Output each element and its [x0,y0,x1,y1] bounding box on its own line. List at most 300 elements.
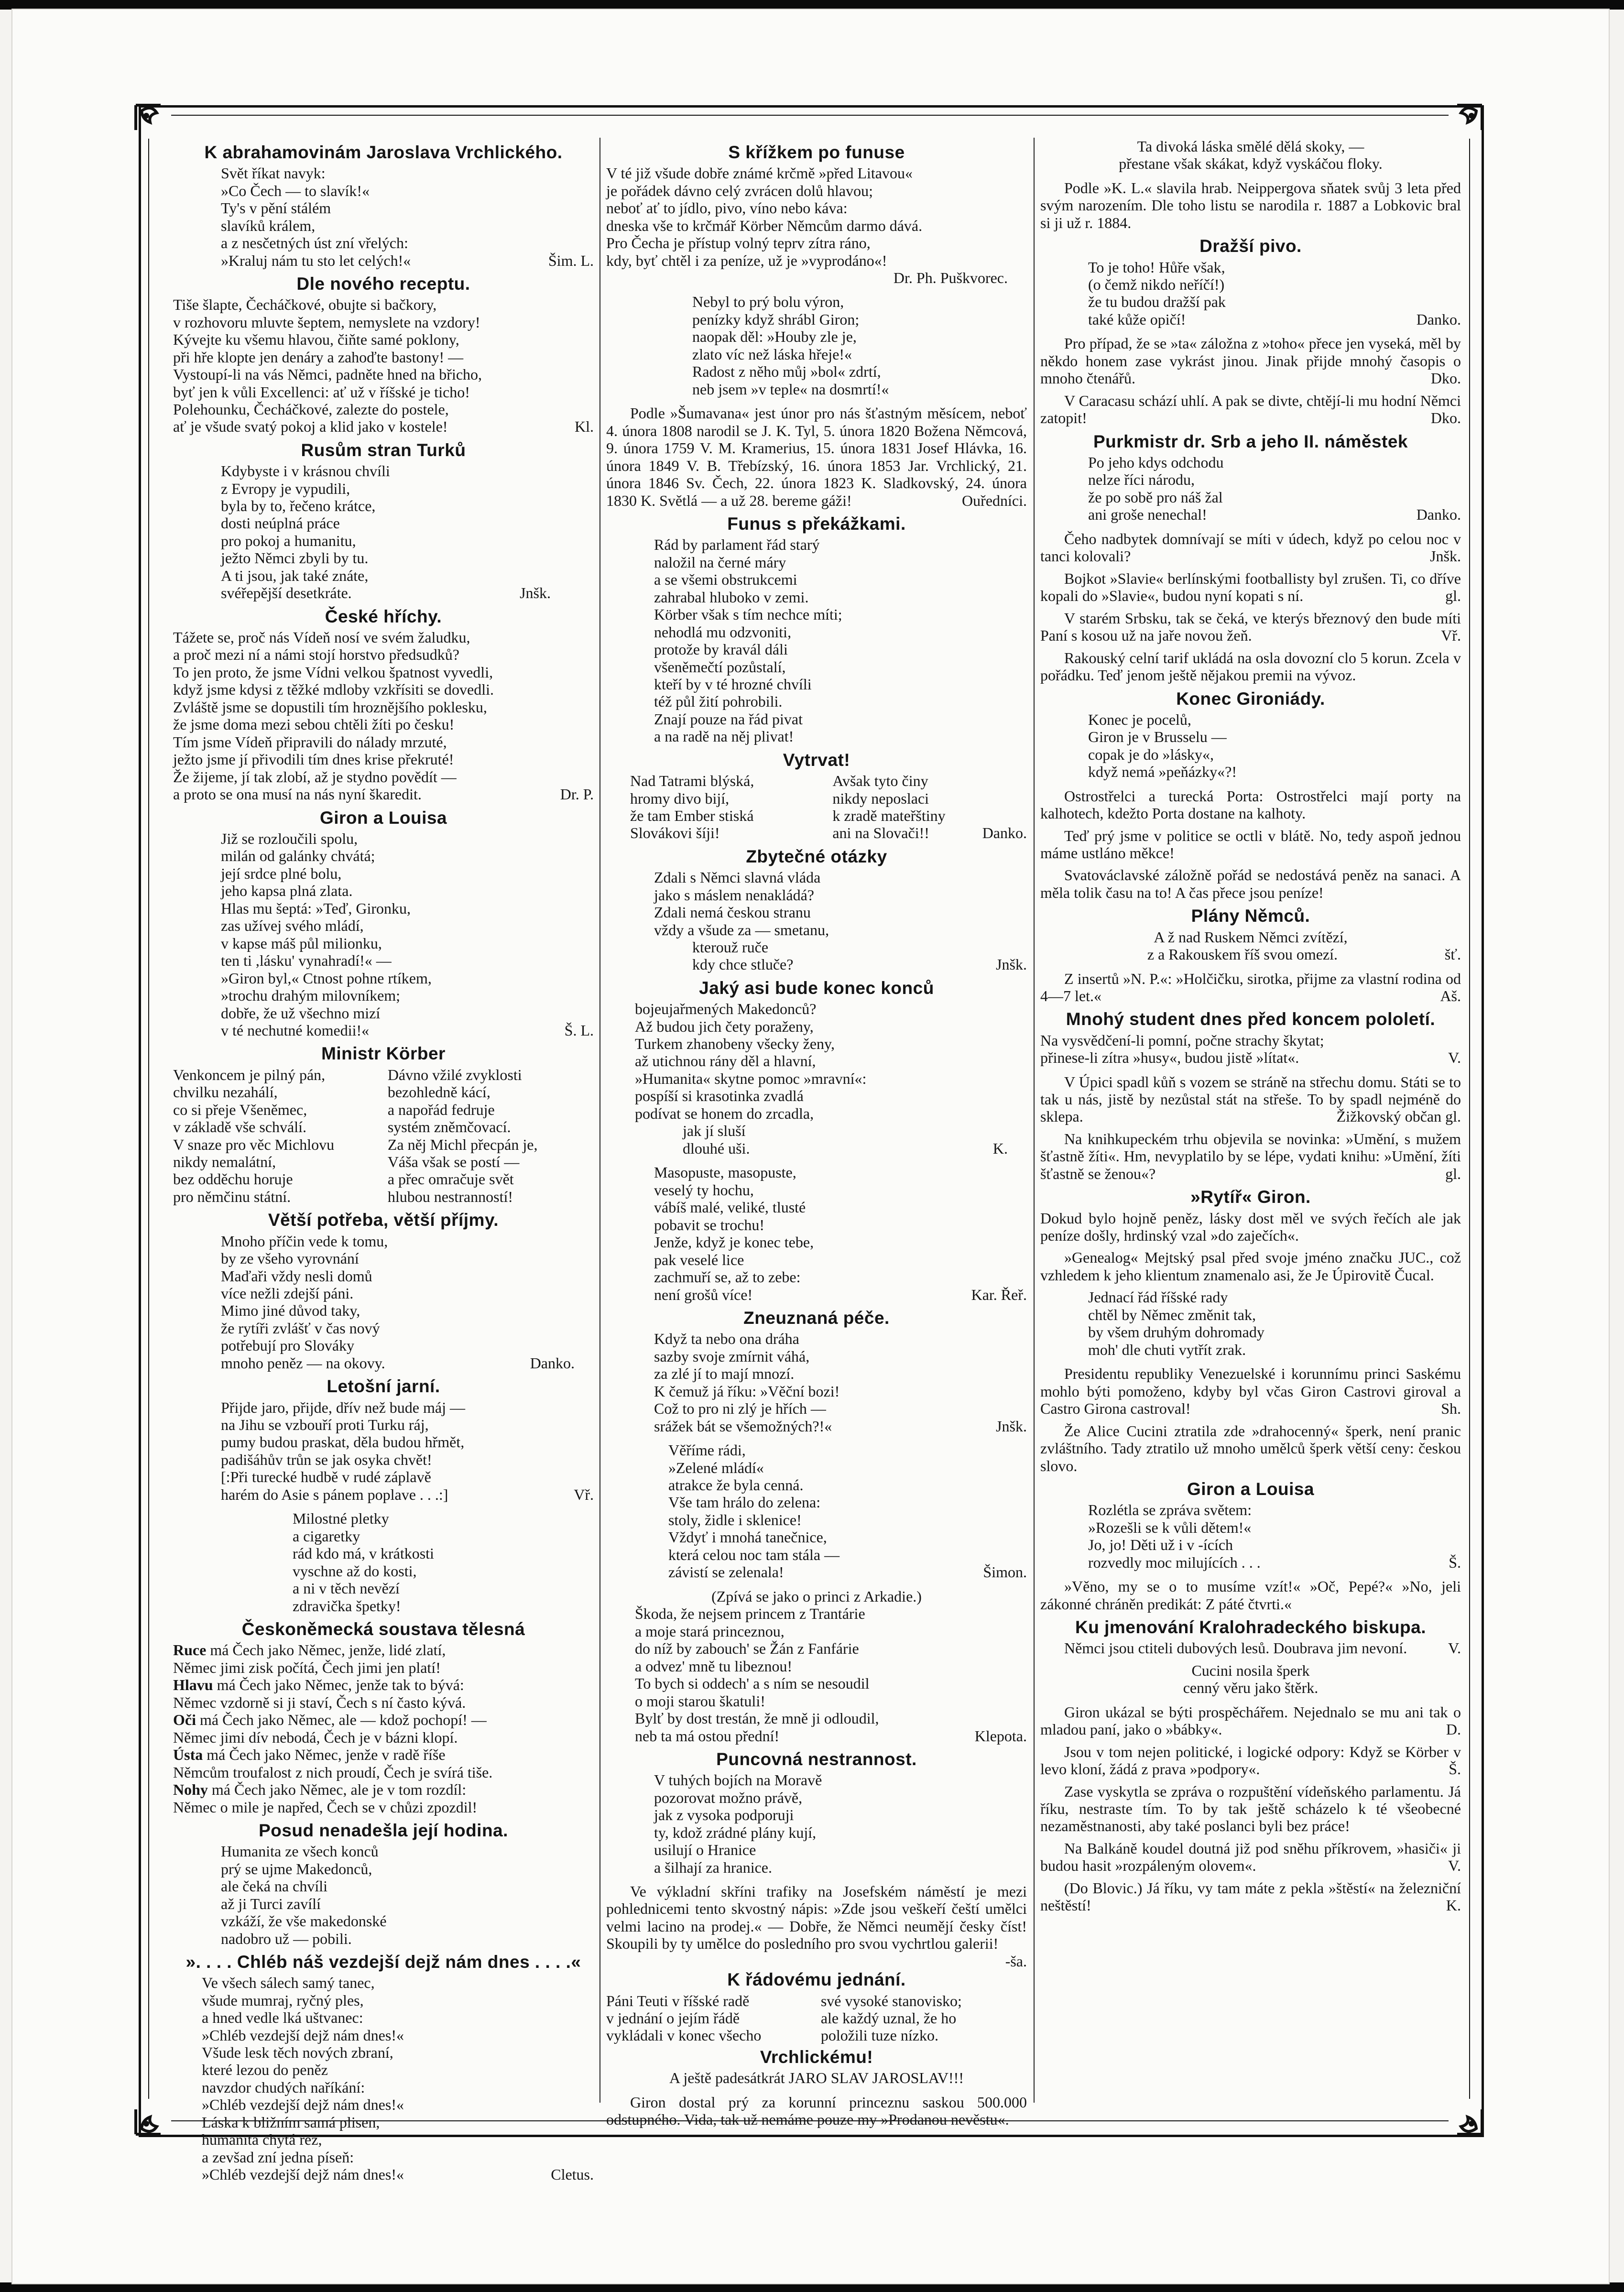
signature: gl. [1445,1165,1461,1182]
verse-line: Giron je v Brusselu — [1088,728,1227,746]
article [173,142,594,269]
verse-line: Rozlétla se zpráva světem: [1088,1501,1252,1519]
verse-line: Maďaři vždy nesli domů [221,1267,372,1285]
verse-line: Věříme rádi, [668,1441,746,1459]
paragraph [1040,970,1461,1005]
bold-word: Ruce [173,1641,207,1659]
verse-line: též půl žití pohrobili. [654,693,783,710]
verse-line: stoly, židle i sklenice! [668,1511,802,1528]
verse-line: »Chléb vezdejší dejž nám dnes!« [202,2026,404,2044]
verse-line: Ve všech sálech samý tanec, [202,1974,375,1992]
signature: Š. L. [564,1022,594,1039]
verse-line: kdy, byť chtěl i za peníze, už je »vyprodáno«! [606,251,887,269]
verse-line: Až budou jich čety poraženy, [635,1017,814,1035]
verse-line: vykládali v konec všecho [606,2027,762,2044]
verse-line: Slovákovi šíji! [630,824,720,842]
column-rule [599,138,600,2103]
verse-line: Jednací řád říšské rady [1088,1288,1228,1306]
article [1040,1187,1461,1244]
verse-line: Rád by parlament řád starý [654,536,820,554]
verse [606,1441,1027,1581]
paragraph-text: Dokud bylo hojně peněz, lásky dost měl ve svých řečích ale jak peníze došly, hrdinský vzal »do zaječích«. [1040,1209,1461,1244]
verse-line: Tiše šlapte, Čecháčkové, obujte si bačkory, [173,296,437,314]
article-title: Plány Němců. [1191,906,1310,926]
signature: gl. [1445,587,1461,605]
paragraph-text: Němci jsou ctiteli dubových lesů. Doubrava jim nevoní. [1064,1639,1407,1657]
verse-line: Ta divoká láska smělé dělá skoky, — [1137,138,1364,155]
verse-line: a proto se ona musí na nás nyní škaredit. [173,786,422,803]
verse-line: Vystoupí-li na vás Němci, padněte hned na břicho, [173,366,482,383]
verse-line: dobře, že už všechno mizí [221,1004,381,1022]
signature: Sh. [1441,1400,1461,1418]
verse [1040,138,1461,173]
article-title: Ku jmenování Kralohradeckého biskupa. [1075,1617,1427,1637]
verse-line: kterouž ruče [692,938,769,956]
verse-line: všude mumraj, ryčný ples, [202,1991,364,2009]
verse-line: přinese-li zítra »husy«, budou jistě »lítat«. [1040,1049,1299,1067]
paragraph-text: Bojkot »Slavie« berlínskými footballisty byl zrušen. Ti, co dříve kopali do »Slavie«, budou nyní kopati s ní. [1040,569,1461,605]
verse-line: ani na Slovači!! [832,824,929,842]
verse-line: nelze říci národu, [1088,471,1195,489]
article-title: Mnohý student dnes před koncem pololetí. [1066,1009,1436,1029]
paragraph [606,404,1027,509]
verse-line: by všem druhým dohromady [1088,1323,1264,1341]
frame-inner-top [171,115,1449,116]
verse-line: Tážete se, proč nás Vídeň nosí ve svém žaludku, [173,629,470,646]
signature: Danko. [982,824,1027,842]
verse-line: které lezou do peněz [202,2061,328,2079]
article-title: Dražší pivo. [1199,236,1302,256]
article [1040,906,1461,963]
verse-line: Mnoho příčin vede k tomu, [221,1232,388,1250]
verse-line: Po jeho kdys odchodu [1088,453,1224,471]
article-title: Dle nového receptu. [296,273,470,294]
signature: Jnšk. [520,584,551,602]
corner-ornament-icon [1450,101,1486,138]
article-title: České hříchy. [325,606,442,626]
signature: Klepota. [974,1727,1027,1745]
verse-line: Za něj Michl přecpán je, [387,1135,538,1153]
verse-line: To je toho! Hůře však, [1088,258,1225,276]
verse-line: přestane však skákat, když vyskáčou floky. [1119,155,1383,173]
verse-line: a moje stará princeznou, [635,1622,785,1640]
paragraph-text: Giron ukázal se býti prospěchářem. Nejednalo se mu ani tak o mladou paní, jako o »bábky«. [1040,1703,1461,1738]
verse-line: mnoho peněz — na okovy. [221,1354,385,1372]
verse-line: co si přeje Všeněmec, [173,1101,307,1118]
verse-line: v rozhovoru mluvte šeptem, nemyslete na vzdory! [173,313,480,331]
verse-line: Dávno vžilé zvyklosti [387,1066,522,1083]
verse-line: nikdy nemalátní, [173,1153,276,1170]
verse-line: k zradě mateřštiny [832,807,946,824]
verse-line: Již se rozloučili spolu, [221,829,358,847]
verse-line: Kdybyste i v krásnou chvíli [221,462,390,480]
article [1040,236,1461,328]
verse-line: Zdali nemá českou stranu [654,904,811,921]
verse-line: až utichnou rány děl a hlavní, [635,1052,816,1070]
article-title: K abrahamovinám Jaroslava Vrchlického. [204,142,563,162]
verse-line: pumy budou praskat, děla budou hřmět, [221,1433,465,1451]
signature: Vř. [1441,627,1461,644]
verse-line: která celou noc tam stála — [668,1546,840,1563]
signature: Dko. [1430,409,1461,427]
signature: Š. [1449,1760,1461,1778]
verse-line: ty, kdož zrádné plány kují, [654,1823,817,1841]
verse-line: Zdali s Němci slavná vláda [654,869,821,886]
verse-line: a hned vedle lká uštvanec: [202,2009,363,2027]
paragraph [606,1882,1027,1970]
verse-line: A ž nad Ruskem Němci zvítězí, [1154,928,1348,946]
paragraph-text: A ještě padesátkrát JARO SLAV JAROSLAV!!! [669,2069,964,2087]
paragraph [1040,1743,1461,1778]
verse-line: Masopuste, masopuste, [654,1164,796,1181]
article [173,274,594,436]
verse-line: humanita chytá rez, [202,2131,322,2149]
verse-line: »Rozešli se k vůli dětem!« [1088,1518,1252,1536]
article-title: ». . . . Chléb náš vezdejší dejž nám dnes . . . .« [185,1952,581,1972]
verse-line: A ti jsou, jak také znáte, [221,567,369,584]
verse-line: V té již všude dobře známé krčmě »před Litavou« [606,164,913,182]
article-title: Jaký asi bude konec konců [699,978,934,998]
verse-line: v jednání o jejím řádě [606,2009,740,2027]
column-2 [606,138,1027,2128]
verse-line: ani groše nenechal! [1088,506,1207,524]
article [173,1821,594,1947]
article [173,808,594,1039]
verse-line: také kůže opičí! [1088,310,1186,328]
signature: Šimon. [983,1563,1027,1581]
paragraph [1040,1130,1461,1182]
corner-ornament-icon [132,2102,168,2138]
verse-line: má Čech jako Němec, ale je v tom rozdíl: [207,1781,467,1799]
verse-line: že po sobě pro náš žal [1088,488,1223,506]
verse-line: potřebují pro Slováky [221,1337,355,1354]
verse-line: Tím jsme Vídeň připravili do nálady mrzuté, [173,733,447,751]
verse-line: Kývejte ku všemu hlavou, čiňte samé poklony, [173,331,459,349]
verse-line: v té nechutné komedii!« [221,1022,370,1039]
paragraph-text: Z insertů »N. P.«: »Holčičku, sirotka, přijme za vlastní rodina od 4—7 let.« [1040,970,1461,1004]
song-note: (Zpívá se jako o princi z Arkadie.) [711,1587,922,1605]
signature: Jnšk. [996,956,1027,973]
verse-line: moh' dle chuti vytřít zrak. [1088,1341,1246,1358]
paragraph: Svatováclavské záložně pořád se nedostává peněz na sanaci. A měla tolik času na to! A čas přece jsou peníze! [1040,866,1461,901]
verse-line: své vysoké stanovisko; [820,1992,962,2009]
verse-line: na Jihu se vzbouří proti Turku ráj, [221,1416,429,1433]
verse-line: má Čech jako Němec, jenže v radě říše [203,1746,446,1764]
verse-line: naložil na černé máry [654,553,786,571]
article [173,1044,594,1205]
verse-line: až ji Turci zavílí [221,1895,321,1912]
paragraph: Ostrostřelci a turecká Porta: Ostrostřelci mají porty na kalhotech, kdežto Porta dostane na kalhoty. [1040,787,1461,822]
article-title: Funus s překážkami. [727,514,906,534]
paragraph-text: Presidentu republiky Venezuelské i korunnímu princi Saskému mohlo býti pomoženo, kdyby byl včas Giron Castrovi giroval a Castro Gironа castroval! [1040,1365,1461,1418]
column-3 [1040,138,1461,2107]
paragraph [1040,570,1461,605]
paragraph: Zase vyskytla se zpráva o rozpuštění vídeňského parlamentu. Já říku, nestraste tím. To by tak ještě scházelo k té všeobecné nezaměstnanosti, aby také poslanci byli bez práce! [1040,1782,1461,1835]
verse-line: je pořádek dávno celý zvrácen dolů hlavou; [606,182,873,199]
article [1040,1479,1461,1571]
verse-line: rád kdo má, v krátkosti [293,1545,434,1562]
verse-line: Turkem zhanobeny všecky ženy, [635,1035,835,1053]
verse-line: více nežli zdejší páni. [221,1284,354,1302]
verse-line: Němec jimi zisk počítá, Čech jimi jen platí! [173,1659,441,1676]
article-title: Vytrvat! [783,750,850,770]
article [173,1376,594,1503]
verse-line: má Čech jako Němec, jenže, lidé zlatí, [206,1641,446,1659]
bold-word: Oči [173,1711,196,1729]
verse-line: z Evropy je vypudili, [221,480,350,497]
verse-line: ježto jsme jí přivodili tím dnes krise překruté! [173,751,454,768]
paragraph [1040,1365,1461,1417]
verse-line: v základě vše schválí. [173,1118,306,1136]
paragraph-text: V starém Srbsku, tak se čeká, ve kterýs březnový den bude míti Paní s kosou už na jaře novou žeň. [1040,609,1461,644]
verse-line: sazby svoje zmírnit váhá, [654,1347,810,1365]
verse-line: neb jsem »v teple« na dosmrtí!« [692,380,889,398]
column-1 [173,138,594,2183]
article-title: Posud nenadešla její hodina. [259,1820,508,1840]
verse-line: Němcům troufalost z nich proudí, Čech je svírá tiše. [173,1763,493,1781]
article-title: Větší potřeba, větší příjmy. [268,1210,499,1230]
verse-line: a odvez' mně tu libeznou! [635,1657,793,1675]
article [606,978,1027,1157]
verse-line: neb ta má ostou přední! [635,1727,780,1745]
signature: Danko. [1416,506,1461,524]
verse [173,164,594,269]
article-title: Giron a Louisa [1187,1479,1315,1499]
verse-line: hromy divo bijí, [630,789,730,807]
verse-line: Páni Teuti v říšské radě [606,1992,750,2009]
verse-line: když nemá »peňázky«?! [1088,763,1237,781]
signature: Aš. [1440,987,1461,1004]
article [606,514,1027,745]
verse-line: »Co Čech — to slavík!« [221,182,370,199]
article [173,440,594,602]
verse [606,1164,1027,1303]
verse-line: o moji starou škatuli! [635,1692,765,1710]
verse-line: systém zněmčovací. [387,1118,511,1136]
frame-inner-right [1469,139,1470,2099]
verse-line: K čemuž já říku: »Věční bozi! [654,1382,840,1400]
verse [606,293,1027,398]
signature: K. [992,1139,1008,1157]
paragraph-text: (Do Blovic.) Já říku, vy tam máte z pekla »štěstí« na železniční neštěstí! [1040,1879,1461,1914]
verse-line: a zevšad zní jedna píseň: [202,2148,354,2166]
verse-line: Němec vzdorně si ji staví, Čech s ní často kývá. [173,1693,466,1711]
verse-line: dlouhé uši. [683,1139,750,1157]
verse-line: jeho kapsa plná zlata. [221,882,353,900]
verse-line: pospíší si krasotinka zvadlá [635,1087,804,1105]
verse-line: »Chléb vezdejší dejž nám dnes!« [202,2166,404,2183]
verse-line: Konec je pocelů, [1088,710,1191,728]
verse-line: Hlas mu šeptá: »Teď, Gironku, [221,899,411,917]
article [1040,1617,1461,1657]
article [606,1970,1027,2044]
paragraph-text: Ve výkladní skříni trafiky na Josefském náměstí je mezi pohlednicemi tento skvostný nápis: »Zde jsou veškeří čeští umělci velmi lacino na prodej.« — Dobře, že Němci neumějí česky číst! Skoupili by ty umělce do posledního pro svou vychrtlou galerii! [606,1882,1027,1953]
verse-line: prý se ujme Makedonců, [221,1860,372,1877]
verse-line: Nebyl to prý bolu výron, [692,293,844,311]
verse-line: [:Při turecké hudbě v rudé záplavě [221,1468,431,1486]
verse-line: v kapse máš půl milionku, [221,934,382,952]
verse-line: Všude lesk těch nových zbraní, [202,2044,393,2062]
verse-line: Láska k bližním samá plisen, [202,2113,380,2131]
verse-line: položili tuze nízko. [820,2027,938,2044]
verse-line: cenný věru jako štěrk. [1183,1679,1319,1697]
signature: V. [1448,1857,1461,1875]
verse-line: při hře klopte jen denáry a zahoďte bastony! — [173,348,464,366]
verse-line: Jo, jo! Děti už i v -ících [1088,1536,1233,1554]
signature: Cletus. [551,2166,594,2183]
verse-line: padišáhův trůn se jak osyka chvět! [221,1451,432,1468]
verse-line: závistí se zelenala! [668,1563,784,1581]
verse-line: srážek bát se všemožných?!« [654,1417,832,1435]
verse-line: hlubou nestranností! [387,1188,513,1205]
verse-line: jak jí sluší [683,1122,746,1140]
verse-line: pro pokoj a humanitu, [221,532,356,549]
article [173,1952,594,2183]
verse-line: Němec o mile je napřed, Čech se v chůzi zpozdil! [173,1798,478,1816]
verse-line: »Kraluj nám tu sto let celých!« [221,251,411,269]
verse-line: V tuhých bojích na Moravě [654,1771,822,1789]
signature: Danko. [530,1354,575,1372]
signature: Šim. L. [548,251,594,269]
article-title: Letošní jarní. [327,1376,440,1397]
signature: Dr. P. [560,786,594,803]
verse-line: Na vysvědčení-li pomní, počne strachy škytat; [1040,1031,1324,1049]
article-title: Českoněmecká soustava tělesná [241,1619,525,1639]
verse-line: Zvláště jsme se dopustili tím hroznějšího poklesku, [173,698,487,716]
paragraph [1040,530,1461,565]
signature: šť. [1444,946,1461,963]
signature: Jnšk. [1430,547,1461,565]
verse-line: zdravička špetky! [293,1597,401,1615]
paragraph-text: Na Balkáně koudel doutná již pod sněhu příkrovem, »hasiči« ji budou hasit »rozpáleným olovem«. [1040,1839,1461,1875]
verse-line: Avšak tyto činy [832,772,928,790]
article-title: S křížkem po funuse [728,142,905,162]
verse-line: Ty's v pění stálém [221,199,331,217]
verse-line: harém do Asie s pánem poplave . . .:] [221,1485,448,1503]
article [606,1749,1027,1876]
verse-line: slavíků králem, [221,217,316,234]
article [1040,432,1461,524]
verse-line: milán od galánky chvátá; [221,847,375,865]
signature: Jnšk. [996,1417,1027,1435]
signature: Ouředníci. [962,491,1027,509]
verse-line: by ze všeho vyrovnání [221,1250,359,1267]
verse-line: že tam Ember stiská [630,807,754,824]
paragraph-text: Jsou v tom nejen politické, i logické odpory: Když se Körber v levo kloní, žádá z prava »podpory«. [1040,1743,1461,1778]
verse-line: Körber však s tím nechce míti; [654,606,842,623]
verse-line: pak veselé lice [654,1251,744,1268]
verse-line: »Zelené mládí« [668,1459,764,1476]
verse-line: Bylť by dost trestán, že mně ji odloudil, [635,1710,879,1727]
signature: D. [1446,1721,1461,1738]
verse-line: ten ti ,lásku' vynahradí!« — [221,952,392,970]
verse-line: (o čemž nikdo neříčí!) [1088,275,1225,293]
paragraph [1040,335,1461,387]
verse [1040,1288,1461,1358]
signature: Kl. [575,418,594,436]
verse-line: vábíš malé, veliké, tlusté [654,1199,806,1216]
verse-line: Němec jimi dív nebodá, Čech je v bázni klopí. [173,1728,458,1746]
paragraph: »Věno, my se o to musíme vzít!« »Oč, Pepé?« »No, jeli zákonné chráněn predikát: Z páté čtvrti.« [1040,1578,1461,1613]
verse-line: »trochu drahým milovníkem; [221,987,401,1004]
verse-line: svéřepější desetkráte. [221,584,352,602]
verse-line: a na radě na něj plivat! [654,728,794,745]
verse-line: vždy a všude za — smetanu, [654,921,829,939]
verse-line: všeněmečtí pozůstalí, [654,658,786,676]
article [1040,689,1461,781]
article-title: Purkmistr dr. Srb a jeho II. náměstek [1093,431,1408,451]
paragraph: Že Alice Cucini ztratila zde »drahocenný« šperk, není pranic zvláštního. Tady ztratilo už mnoho umělců šperk větší ceny: českou slovo. [1040,1422,1461,1474]
article-title: Zneuznaná péče. [743,1308,890,1328]
signature: V. [1448,1049,1461,1067]
verse-line: Venkoncem je pilný pán, [173,1066,326,1083]
signature: Š. [1449,1553,1461,1571]
signature: Danko. [1416,310,1461,328]
verse-line: Humanita ze všech konců [221,1843,379,1860]
article-title: Vrchlickému! [760,2047,873,2067]
verse-line: má Čech jako Němec, ale — kdož pochopí! — [196,1711,487,1729]
article [173,607,594,803]
verse-line: podívat se honem do zrcadla, [635,1104,814,1122]
verse-line: »Humanita« skytne pomoc »mravní«: [635,1070,867,1087]
verse-line: Vždyť i mnohá tanečnice, [668,1528,827,1546]
paragraph: Rakouský celní tarif ukládá na osla dovozní clo 5 korun. Zcela v pořádku. Teď jenom ještě nějakou premii na vývoz. [1040,649,1461,684]
article [606,847,1027,973]
verse-line: Svět říkat navyk: [221,164,326,182]
article [173,1210,594,1372]
verse-line: chvilku nezahálí, [173,1083,278,1101]
signature: K. [1446,1897,1461,1914]
paragraph-text: Na knihkupeckém trhu objevila se novinka: »Umění, s mužem šťastně žíti«. Hm, nevyplatilo by se lépe, vydati knihu: »Umění, žíti šťastně se ženou«? [1040,1130,1461,1182]
verse-line: a napořád fedruje [387,1101,495,1118]
verse-line: V snaze pro věc Michlovu [173,1135,335,1153]
verse [1040,1662,1461,1697]
verse-line: Což to pro ni zlý je hřích — [654,1400,826,1418]
article-title: Zbytečné otázky [746,846,887,866]
verse-line: Když ta nebo ona dráha [654,1330,799,1348]
verse-line: vyschne až do kosti, [293,1562,417,1580]
verse-line: Polehounku, Čecháčkové, zalezte do postele, [173,400,449,418]
verse-line: dosti neúplná práce [221,514,340,532]
article-title: Ministr Körber [321,1044,446,1064]
verse-line: To jen proto, že jsme Vídni velkou špatnost vyvedli, [173,663,493,681]
article-title: Konec Gironiády. [1176,688,1325,709]
verse-line: copak je do »lásky«, [1088,745,1214,763]
verse-line: Váša však se postí — [387,1153,520,1170]
article-title: »Rytíř« Giron. [1190,1187,1311,1207]
paragraph: Teď prý jsme v politice se octli v blátě. No, tedy aspoň jednou máme ustláno měkce! [1040,827,1461,862]
signature: V. [1448,1639,1461,1657]
article-title: Puncovná nestrannost. [716,1749,917,1769]
verse-line: Cucini nosila šperk [1191,1661,1310,1679]
verse-line: ale každý uznal, že ho [820,2009,957,2027]
paragraph-text: V Úpici spadl kůň s vozem se stráně na střechu domu. Státi se to tak u nás, jistě by nezůstal stát na střeše. To by spadl nejméně do sklepa. [1040,1073,1461,1125]
paragraph-text: Podle »Šumavana« jest únor pro nás šťastným měsícem, neboť 4. února 1808 narodil se J. K. Tyl, 5. února 1820 Božena Němcová, 9. února 1759 V. M. Kramerius, 15. února 1831 Josef Hlávka, 16. února 1849 V. B. Třebízský, 16. února 1853 Jar. Vrchlický, 21. února 1846 Sv. Čech, 22. února 1823 K. Sladkovský, 24. února 1830 K. Světlá — a už 28. bereme gáži! [606,404,1027,509]
verse-line: byla by to, řečeno krátce, [221,497,376,515]
verse-line: kteří by v té hrozné chvíli [654,676,812,693]
verse-line: rozvedly moc milujících . . . [1088,1553,1261,1571]
verse-line: zachmuří se, až to zebe: [654,1268,801,1286]
verse-line: »Giron byl,« Ctnost pohne rtíkem, [221,969,432,987]
verse-line: naopak děl: »Houby zle je, [692,328,857,346]
verse-line: když jsme kdysi z těžké mdloby vzkřísiti se dovedli. [173,681,494,699]
signature: Dko. [1430,370,1461,387]
verse-line: pro němčinu státní. [173,1188,291,1205]
bold-word: Ústa [173,1746,203,1764]
verse-line: a cigaretky [293,1527,360,1545]
verse-line: jak z vysoka podporuji [654,1806,794,1824]
verse-line: dneska vše to krčmář Körber Němcům darmo dává. [606,217,923,234]
